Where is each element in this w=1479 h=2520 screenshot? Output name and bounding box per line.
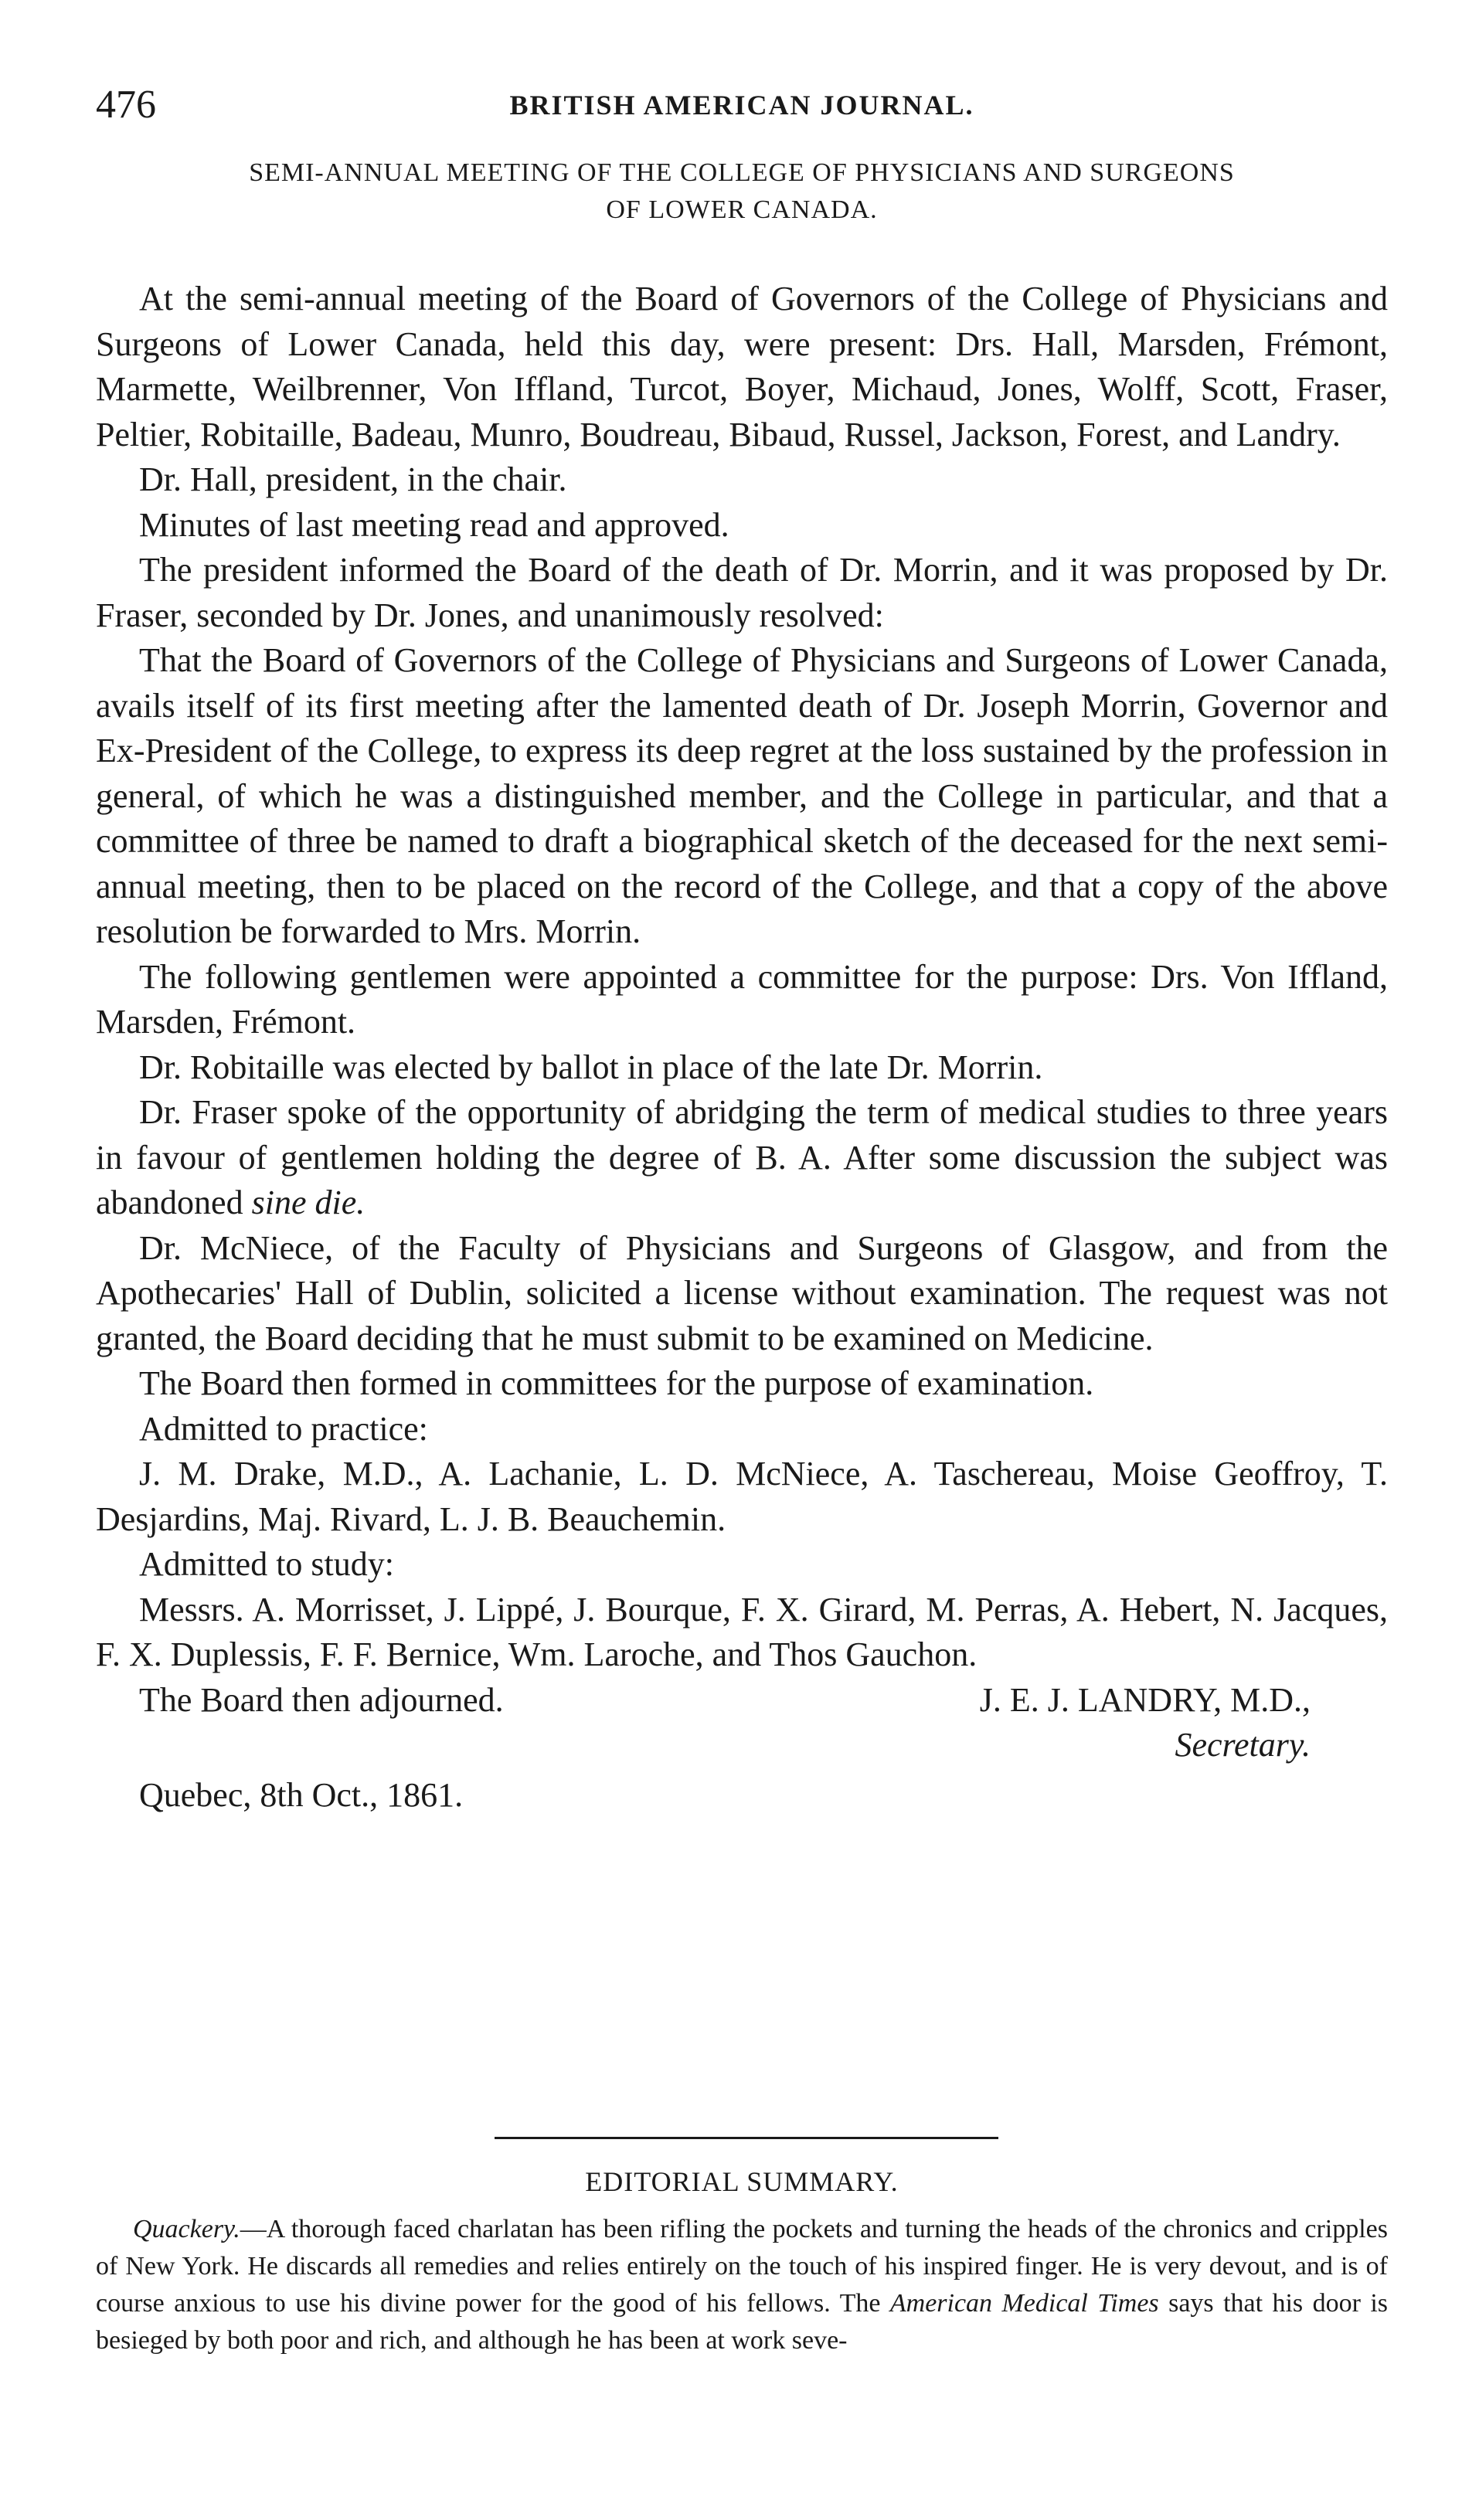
article-title xyxy=(96,155,1388,229)
editorial-text-a: —A thorough faced charlatan has been rifling the pockets and turning the heads of the chronics and cripples of New York. He discards all remedies and relies entirely on the touch of his inspired finger. He is very devout, and is of course anxious to use his divine power for the good of his fellows. The xyxy=(96,2215,1388,2318)
admitted-study-list: Messrs. A. Morrisset, J. Lippé, J. Bourque, F. X. Girard, M. Perras, A. Hebert, N. Jacques, F. X. Duplessis, F. F. Bernice, Wm. Laroche, and Thos Gauchon. xyxy=(96,1590,1388,1673)
signatory-name: J. E. J. LANDRY, M.D., xyxy=(979,1680,1311,1719)
paragraph-studies-text: Dr. Fraser spoke of the opportunity of abridging the term of medical studies to three years in favour of gentlemen holding the degree of B. A. After some discussion the subject was abandoned xyxy=(96,1093,1388,1221)
editorial-heading: EDITORIAL SUMMARY. xyxy=(585,2166,899,2197)
admitted-practice-label: Admitted to practice: xyxy=(139,1409,428,1448)
running-head: BRITISH AMERICAN JOURNAL. xyxy=(509,90,974,121)
signature-line xyxy=(96,1678,1388,1724)
paragraph-studies xyxy=(96,1090,1388,1226)
admitted-practice-list: J. M. Drake, M.D., A. Lachanie, L. D. McNiece, A. Taschereau, Moise Geoffroy, T. Desjardins, Maj. Rivard, L. J. B. Beauchemin. xyxy=(96,1455,1388,1538)
paragraph-resolution: That the Board of Governors of the College of Physicians and Surgeons of Lower Canada, avails itself of its first meeting after the lamented death of Dr. Joseph Morrin, Governor and Ex-President of the College, to express its deep regret at the loss sustained by the profession in general, of which he was a distinguished member, and the College in particular, and that a committee of three be named to draft a biographical sketch of the deceased for the next semi-annual meeting, then to be placed on the record of the College, and that a copy of the above resolution be forwarded to Mrs. Morrin. xyxy=(96,641,1388,950)
editorial-paragraph xyxy=(96,2211,1388,2359)
paragraph-attendance: At the semi-annual meeting of the Board of Governors of the College of Physicians and Surgeons of Lower Canada, held this day, were present: Drs. Hall, Marsden, Frémont, Marmette, Weilbrenner, Von Iffland, Turcot, Boyer, Michaud, Jones, Wolff, Scott, Fraser, Peltier, Robitaille, Badeau, Munro, Boudreau, Bibaud, Russel, Jackson, Forest, and Landry. xyxy=(96,280,1388,453)
paragraph-committees: The Board then formed in committees for the purpose of examination. xyxy=(139,1364,1094,1402)
place-date: Quebec, 8th Oct., 1861. xyxy=(139,1775,464,1814)
sine-die-italic: sine die. xyxy=(251,1184,366,1221)
paragraph-committee: The following gentlemen were appointed a committee for the purpose: Drs. Von Iffland, Marsden, Frémont. xyxy=(96,957,1388,1041)
article-title-line-1: SEMI-ANNUAL MEETING OF THE COLLEGE OF PHYSICIANS AND SURGEONS xyxy=(249,158,1235,187)
adjourned-text: The Board then adjourned. xyxy=(139,1680,504,1719)
page-header xyxy=(96,76,1388,134)
paragraph-license-request: Dr. McNiece, of the Faculty of Physicians and Surgeons of Glasgow, and from the Apothecaries' Hall of Dublin, solicited a license without examination. The request was not granted, the Board deciding that he must submit to be examined on Medicine. xyxy=(96,1228,1388,1357)
article-title-line-2: OF LOWER CANADA. xyxy=(606,195,878,224)
signatory-title: Secretary. xyxy=(1175,1726,1311,1764)
journal-name: American Medical Times xyxy=(889,2289,1159,2318)
paragraph-chair: Dr. Hall, president, in the chair. xyxy=(139,460,567,498)
article-body xyxy=(96,277,1388,1818)
paragraph-election: Dr. Robitaille was elected by ballot in place of the late Dr. Morrin. xyxy=(139,1048,1043,1086)
editorial-lead: Quackery. xyxy=(133,2215,240,2243)
editorial-body xyxy=(96,2211,1388,2359)
admitted-study-label: Admitted to study: xyxy=(139,1545,394,1583)
editorial-text-b: says that his door is besieged by both poor and rich, and although he has been at work seve- xyxy=(96,2289,1389,2355)
paragraph-death-notice: The president informed the Board of the death of Dr. Morrin, and it was proposed by Dr. Fraser, seconded by Dr. Jones, and unanimously resolved: xyxy=(96,551,1388,634)
paragraph-minutes: Minutes of last meeting read and approved. xyxy=(139,505,729,544)
page-number: 476 xyxy=(96,83,156,127)
section-divider xyxy=(495,2137,998,2139)
